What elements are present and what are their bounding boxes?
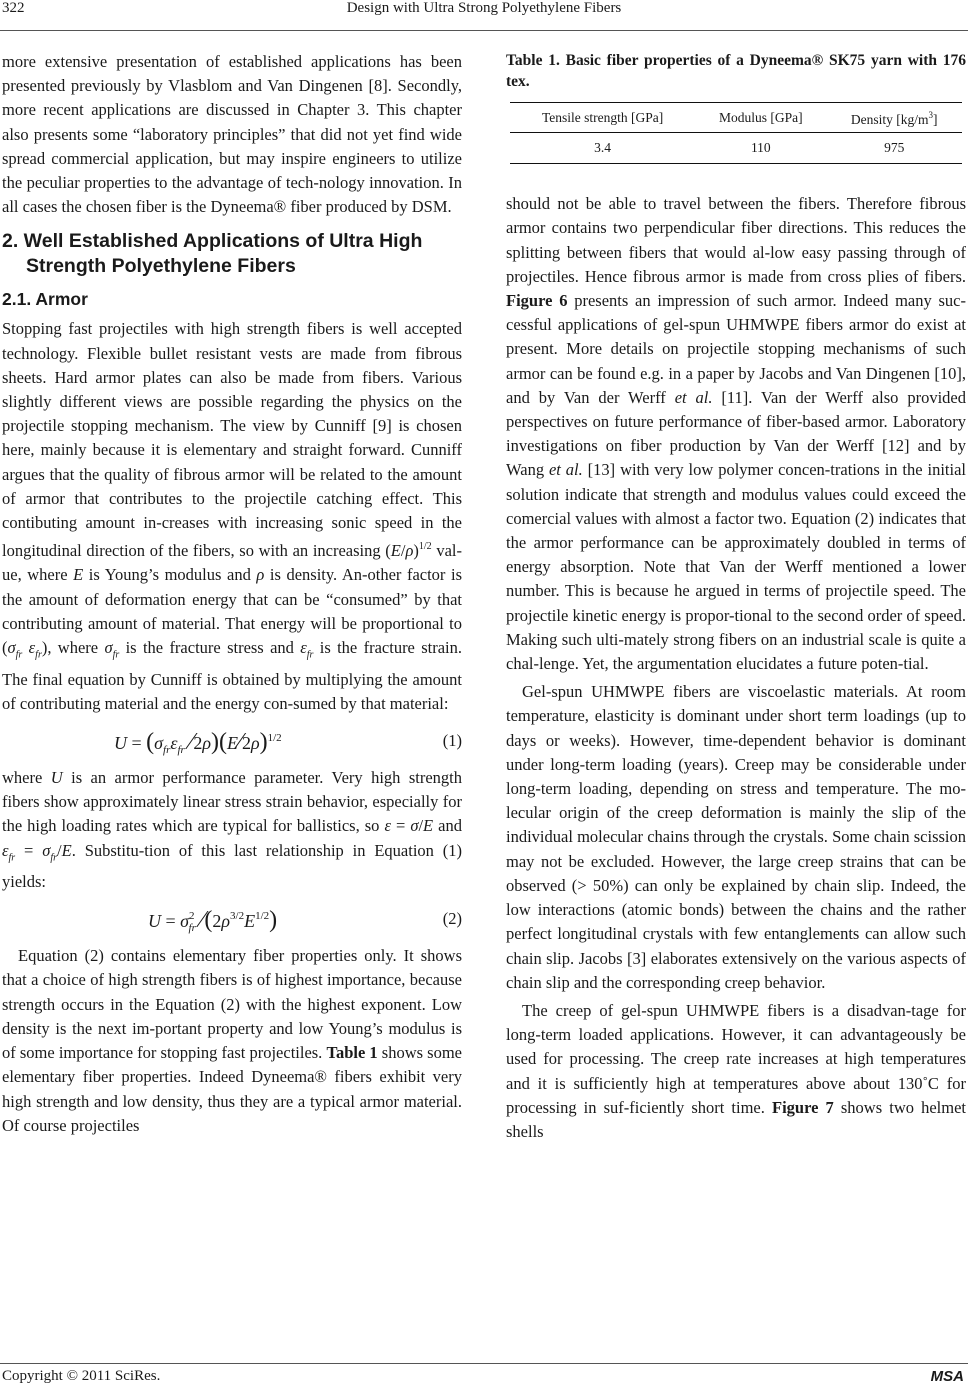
page-number: 322	[2, 0, 25, 16]
paragraph-viscoelastic: Gel-spun UHMWPE fibers are viscoelastic materials. At room temperature, elasticity is dominant under short term loadings (up to days or weeks). However, time-dependent behavior is dominant under long-term loading (years). Creep may be considerable under long-term loading, depending on stress and temperature. The mo-lecular origin of the creep deformation is mainly the slip of the individual molecular chains through the crystals. Some chain scission may not be excluded. However, the large creep strains that can be observed (> 50%) can only be explained by chain slip. Indeed, the low interactions (atomic bonds) between the chains and the rather perfect longitudinal crystals with few entanglements can allow such chain slip. Jacobs [3] elaborates extensively on the various aspects of chain slip and the corresponding creep behavior.	[506, 682, 966, 992]
table-header-modulus: Modulus [GPa]	[719, 109, 803, 125]
page-footer	[0, 1363, 968, 1386]
table-row	[510, 133, 962, 164]
right-column	[506, 50, 966, 1144]
paragraph-creep: The creep of gel-spun UHMWPE fibers is a disadvan-tage for long-term loaded applications. However, it can advantageously be used for processing. The creep rate increases at high temperatures and it is sufficiently high at temperatures above about 130˚C for processing in suf-ficiently short time. Figure 7 shows two helmet shells	[506, 1000, 966, 1141]
equation-2	[2, 894, 462, 944]
running-title: Design with Ultra Strong Polyethylene Fibers	[346, 0, 622, 16]
table-1	[510, 102, 962, 164]
page-header	[0, 0, 968, 31]
table-header-density: Density $[kg/m^3]$	[850, 110, 938, 127]
table-header-strength: Tensile strength [GPa]	[541, 109, 664, 125]
section-heading: 2. Well Established Applications of Ultra High Strength Polyethylene Fibers	[2, 230, 423, 278]
paragraph-armor-continued: should not be able to travel between the fibers. Therefore fibrous armor contains two perpendicular fiber directions. This reduces the splitting between fibers that would al-low easy passing through of projectiles. Hence fibrous armor is made from cross plies of fibers. Figure 6 presents an impression of such armor. Indeed many suc-cessful applications of gel-spun UHMWPE fibers armor do exist at present. More details on projectile stopping mechanisms of such armor can be found e.g. in a paper by Jacobs and Van Dingenen [10], and by Van der Werff et al. [11]. Van der Werff also provided perspectives on future performance of fiber-based armor. Laboratory investigations on fiber production by Van der Werff [12] and by Wang et al. [13] with very low polymer concen-trations in the initial solution indicate that strength and modulus values could exceed the comercial values with almost a factor two. Equation (2) indicates that the armor performance can be approximately doubled in terms of energy absorption. Note that Van der Werff mentioned a lower number. This is because he argued in terms of projectile speed. The projectile kinetic energy is propor-tional to the second order of speed. Making such ulti-mately strong fibers on an industrial scale is quite a chal-lenge. Yet, the argumentation elucidates a future poten-tial.	[506, 194, 966, 674]
equation-2-formula: $U = \sigma^2_{fr}$ $⁄(2\rho^{3/2}E^{1/2})$	[148, 907, 278, 935]
copyright-notice: Copyright © 2011 SciRes.	[2, 1368, 161, 1384]
equation-2-number: (2)	[442, 909, 462, 929]
table-spacer	[506, 164, 966, 192]
table-1-caption: Table 1. Basic fiber properties of a Dyneema® SK75 yarn with 176 tex.	[506, 52, 966, 90]
paragraph-after-eq1: where U is an armor performance parameter. Very high strength fibers show approximately linear stress strain behavior, especially for the high loading rates which are typical for ballistics, so ε = σ/E and $\varepsilon_{fr} = \sigma_{fr}/E$. Substitu-tion of this last relationship in Equation (1) yields:	[2, 767, 462, 892]
paragraph-eq2-discussion: Equation (2) contains elementary fiber properties only. It shows that a choice of high strength fibers is of highest importance, because strength occurs in the Equation (2) with the highest exponent. Low density is the next im-portant property and low Young’s modulus is of some importance for stopping fast projectiles. Table 1 shows some elementary fiber properties. Indeed Dyneema® fibers exhibit very high strength and low density, thus they are a typical armor material. Of course projectiles	[2, 946, 462, 1135]
left-column	[2, 50, 462, 1138]
paragraph-armor: Stopping fast projectiles with high strength fibers is well accepted technology. Flexible bullet resistant vests are made from fibrous sheets. Hard armor plates can also be made from fibers. Various slightly different views are possible regarding the physics on the projectile stopping mechanism. The view by Cunniff [9] is chosen here, mainly because it is elementary and straight forward. Cunniff argues that the quality of fibrous armor will be related to the amount of armor that contributes to the projectile catching effect. This contibuting amount in-creases with increasing sonic speed in the longitudinal direction of the fibers, so with an increasing $(E/\rho)^{1/2}$ val-ue, where E is Young’s modulus and ρ is density. An-other factor is the amount of deformation energy that can be “consumed” by that contributing amount of material. That energy will be proportional to ($\sigma_{fr}$ $\varepsilon_{fr}$), where $\sigma_{fr}$ is the fracture stress and $\varepsilon_{fr}$ is the fracture strain. The final equation by Cunniff is obtained by multiplying the amount of contributing material and the energy con-sumed by that material:	[2, 319, 463, 713]
table-cell-strength: 3.4	[594, 140, 612, 156]
equation-1-number: (1)	[442, 730, 462, 750]
table-cell-density: 975	[884, 140, 905, 156]
journal-abbreviation: MSA	[930, 1368, 964, 1385]
equation-1	[2, 716, 462, 766]
table-header-row	[510, 103, 962, 133]
equation-1-formula: $U = (\sigma_{fr}\varepsilon_{fr}$ ⁄2ρ)(E⁄2ρ)$^{1/2}$	[114, 728, 282, 756]
paragraph-intro: more extensive presentation of established applications has been presented previously by Vlasblom and Van Dingenen [8]. Secondly, more recent applications are discussed in Chapter 3. This chapter also presents some “laboratory principles” that did not yet find wide spread commercial application, but may inspire engineers to utilize the peculiar properties to the advantage of tech-nology innovation. In all cases the chosen fiber is the Dyneema® fiber produced by DSM.	[2, 52, 462, 217]
table-cell-modulus: 110	[750, 140, 771, 156]
subsection-heading: 2.1. Armor	[2, 289, 88, 310]
